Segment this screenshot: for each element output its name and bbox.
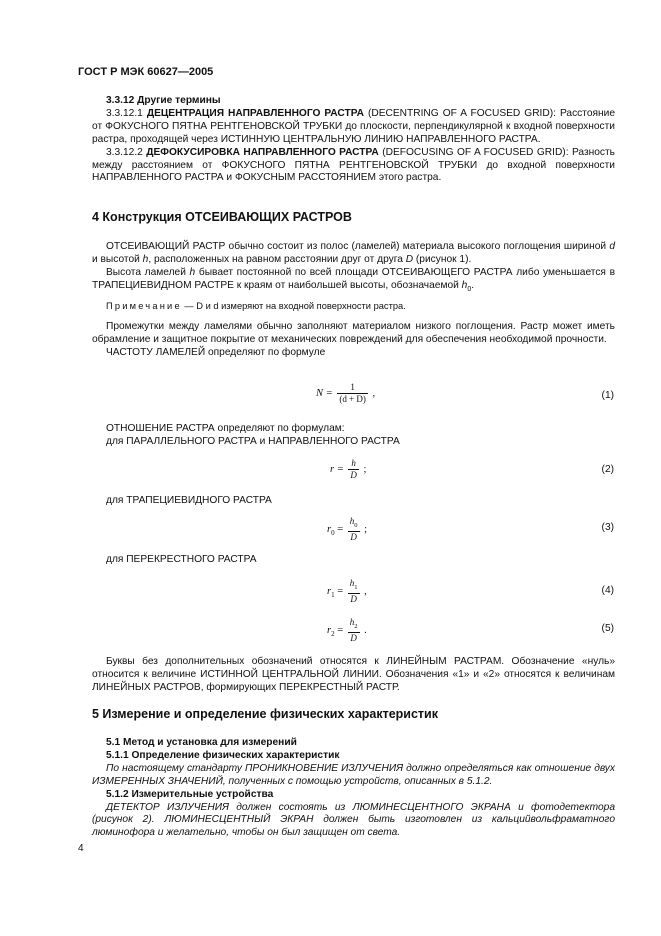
paragraph: ОТСЕИВАЮЩИЙ РАСТР обычно состоит из полос (ламелей) материала высокого поглощения шириной d и высотой h, расположенных на равном расстоянии друг от друга D (рисунок 1). xyxy=(92,241,615,265)
note-text: — D и d измеряют на входной поверхности растра. xyxy=(181,301,406,311)
section-4-heading: 4 Конструкция ОТСЕИВАЮЩИХ РАСТРОВ xyxy=(92,210,352,224)
note xyxy=(92,300,615,313)
equation-number: (1) xyxy=(601,390,614,401)
paragraph: ЧАСТОТУ ЛАМЕЛЕЙ определяют по формуле xyxy=(106,346,326,358)
paragraph: Промежутки между ламелями обычно заполняют материалом низкого поглощения. Растр может иметь обрамление и защитное покрытие от механических повреждений для обеспечения необходимой прочности. xyxy=(92,321,615,345)
document-header: ГОСТ Р МЭК 60627—2005 xyxy=(78,66,214,78)
paragraph: для ПАРАЛЛЕЛЬНОГО РАСТРА и НАПРАВЛЕННОГО РАСТРА xyxy=(106,435,400,447)
term-paragraph xyxy=(92,108,615,147)
term-definition: (DECENTRING OF A FOCUSED GRID): Расстояние от ФОКУСНОГО ПЯТНА РЕНТГЕНОВСКОЙ ТРУБКИ до плоскости, перпендикулярной к входной поверхности растра, проходящей через ИСТИННУЮ ЦЕНТРАЛЬНУЮ ЛИНИЮ НАПРАВЛЕННОГО РАСТРА. xyxy=(92,107,615,145)
equation-1: N = $\frac{1}{(d + D)}$ , xyxy=(316,382,376,404)
term-number: 3.3.12.2 xyxy=(106,146,147,158)
section-5-heading: 5 Измерение и определение физических характеристик xyxy=(92,707,438,721)
equation-number: (3) xyxy=(601,522,614,533)
paragraph: Буквы без дополнительных обозначений относятся к ЛИНЕЙНЫМ РАСТРАМ. Обозначение «нуль» относится к величине ИСТИННОЙ ЦЕНТРАЛЬНОЙ ЛИНИИ. Обозначения «1» и «2» относятся к величинам ЛИНЕЙНЫХ РАСТРОВ, формирующих ПЕРЕКРЕСТНЫЙ РАСТР. xyxy=(92,656,615,693)
paragraph: Высота ламелей h бывает постоянной по всей площади ОТСЕИВАЮЩЕГО РАСТРА либо уменьшается в ТРАПЕЦИЕВИДНОМ РАСТРЕ к краям от наибольшей высоты, обозначаемой $h_0$. xyxy=(92,266,616,293)
term-name: ДЕФОКУСИРОВКА НАПРАВЛЕННОГО РАСТРА xyxy=(146,146,379,158)
equation-number: (4) xyxy=(601,585,614,596)
page-number: 4 xyxy=(78,843,84,854)
term-number: 3.3.12.1 xyxy=(106,107,147,119)
equation-2: r = $\frac{h}{D}$ ; xyxy=(330,458,367,480)
equation-number: (5) xyxy=(601,623,614,634)
equation-3: $r_0$ = $\frac{h_0}{D}$ ; xyxy=(327,516,368,542)
section-4-body-2 xyxy=(92,321,615,360)
note-label: Примечание xyxy=(106,301,182,311)
subsection-title: 5.1.1 Определение физических характеристик xyxy=(106,749,340,761)
subsection-title: 3.3.12 Другие термины xyxy=(106,95,221,106)
term-definition: (DEFOCUSING OF A FOCUSED GRID): Разность между расстоянием от ФОКУСНОГО ПЯТНА РЕНТГЕНОВСКОЙ ТРУБКИ до входной поверхности НАПРАВЛЕННОГО РАСТРА и ФОКУСНЫМ РАССТОЯНИЕМ этого растра. xyxy=(92,146,615,184)
term-paragraph xyxy=(92,147,615,186)
paragraph: ОТНОШЕНИЕ РАСТРА определяют по формулам: xyxy=(106,423,345,434)
paragraph: По настоящему стандарту ПРОНИКНОВЕНИЕ ИЗЛУЧЕНИЯ должно определяться как отношение двух ИЗМЕРЕННЫХ ЗНАЧЕНИЙ, полученных с помощью устройств, описанных в 5.1.2. xyxy=(92,762,615,787)
equation-5: $r_2$ = $\frac{h_2}{D}$ . xyxy=(327,617,367,643)
paragraph: для ТРАПЕЦИЕВИДНОГО РАСТРА xyxy=(106,495,272,506)
subsection-title: 5.1 Метод и установка для измерений xyxy=(106,737,297,748)
section-5-body xyxy=(92,737,615,840)
section-4-body xyxy=(92,241,615,297)
section-4-body-3 xyxy=(92,423,615,449)
paragraph: ДЕТЕКТОР ИЗЛУЧЕНИЯ должен состоять из ЛЮМИНЕСЦЕНТНОГО ЭКРАНА и фотодетектора (рисунок 2). ЛЮМИНЕСЦЕНТНЫЙ ЭКРАН должен быть изготовлен из кальцийвольфраматного люминофора и желательно, чтобы он был защищен от света. xyxy=(92,801,615,839)
equation-4: $r_1$ = $\frac{h_1}{D}$ , xyxy=(327,578,367,604)
section-3-3-12 xyxy=(92,95,615,185)
equation-number: (2) xyxy=(601,464,614,475)
subsection-title: 5.1.2 Измерительные устройства xyxy=(106,788,274,800)
paragraph: для ПЕРЕКРЕСТНОГО РАСТРА xyxy=(106,554,257,565)
term-name: ДЕЦЕНТРАЦИЯ НАПРАВЛЕННОГО РАСТРА xyxy=(146,107,364,119)
